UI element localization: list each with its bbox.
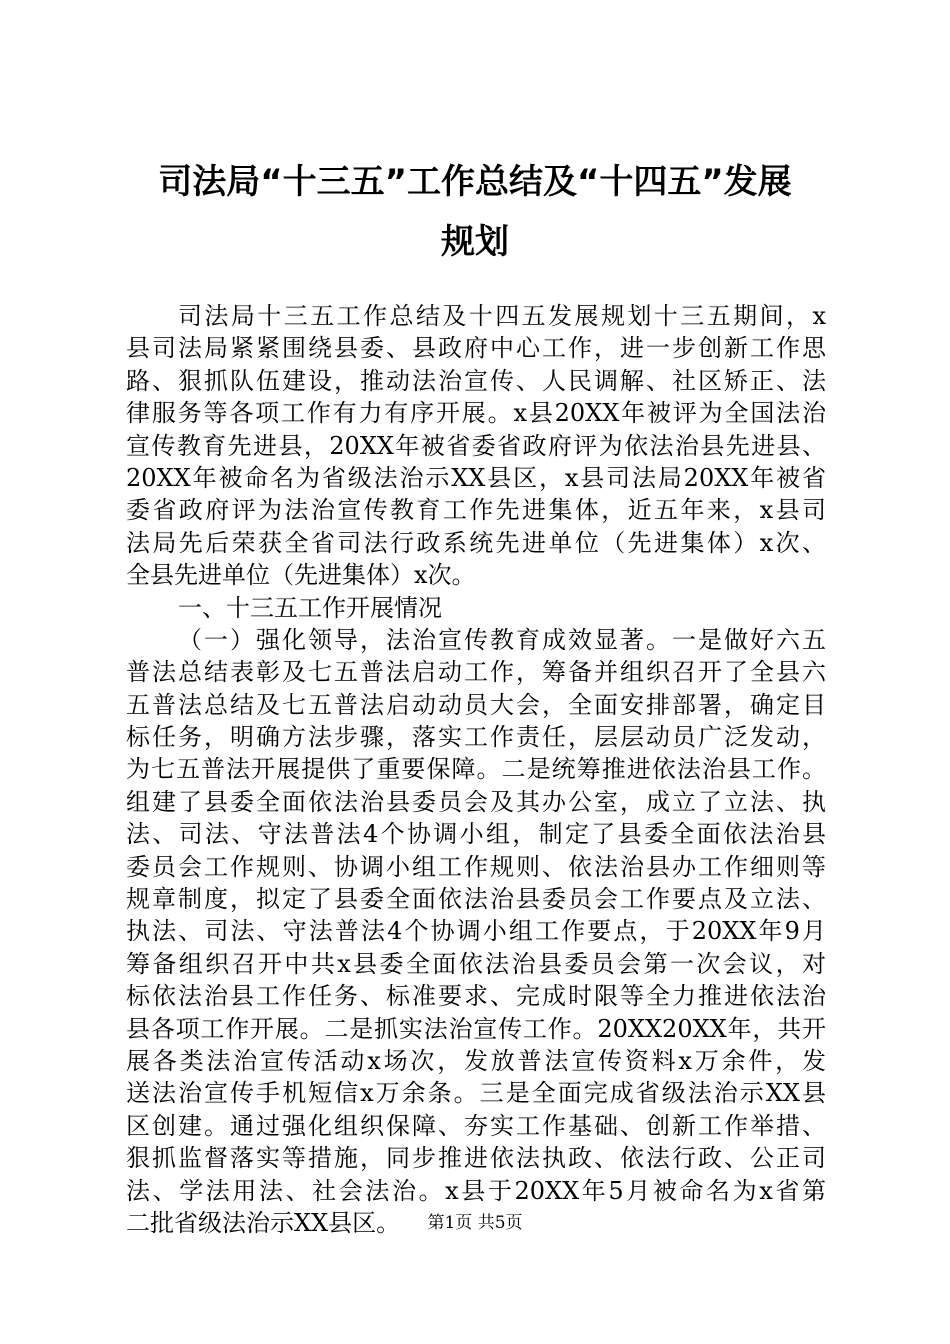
- body-line: 组建了县委全面依法治县委员会及其办公室，成立了立法、执: [126, 787, 826, 816]
- body-line: 送法治宣传手机短信x万余条。三是全面完成省级法治示XX县: [126, 1079, 826, 1108]
- body-line: 区创建。通过强化组织保障、夯实工作基础、创新工作举措、: [126, 1111, 826, 1140]
- body-line: 筹备组织召开中共x县委全面依法治县委员会第一次会议，对: [126, 949, 826, 978]
- body-line: 宣传教育先进县，20XX年被省委省政府评为依法治县先进县、: [126, 431, 826, 460]
- body-line: 五普法总结及七五普法启动动员大会，全面安排部署，确定目: [126, 690, 826, 719]
- body-line: 路、狠抓队伍建设，推动法治宣传、人民调解、社区矫正、法: [126, 366, 826, 395]
- body-line: 二批省级法治示XX县区。: [126, 1208, 401, 1237]
- body-line: 普法总结表彰及七五普法启动工作，筹备并组织召开了全县六: [126, 658, 826, 687]
- body-line: 规章制度，拟定了县委全面依法治县委员会工作要点及立法、: [126, 885, 826, 914]
- page-number-footer: 第1页 共5页: [427, 1213, 523, 1233]
- body-line: 法局先后荣获全省司法行政系统先进单位（先进集体）x次、: [126, 528, 826, 557]
- body-line: 法、学法用法、社会法治。x县于20XX年5月被命名为x省第: [126, 1176, 826, 1205]
- body-line: 律服务等各项工作有力有序开展。x县20XX年被评为全国法治: [126, 399, 826, 428]
- document-body: [126, 300, 826, 1239]
- body-line: 狠抓监督落实等措施，同步推进依法执政、依法行政、公正司: [126, 1144, 826, 1173]
- body-line: 标依法治县工作任务、标准要求、完成时限等全力推进依法治: [126, 982, 826, 1011]
- document-title-line-1: 司法局“十三五”工作总结及“十四五”发展: [158, 162, 792, 202]
- body-line: 执法、司法、守法普法4个协调小组工作要点，于20XX年9月: [126, 917, 826, 946]
- body-line: 县司法局紧紧围绕县委、县政府中心工作，进一步创新工作思: [126, 334, 826, 363]
- body-line: （一）强化领导，法治宣传教育成效显著。一是做好六五: [178, 625, 826, 654]
- document-title-line-2: 规划: [441, 222, 509, 262]
- body-line: 展各类法治宣传活动x场次，发放普法宣传资料x万余件，发: [126, 1046, 826, 1075]
- body-line: 20XX年被命名为省级法治示XX县区，x县司法局20XX年被省: [126, 463, 826, 492]
- body-line: 为七五普法开展提供了重要保障。二是统筹推进依法治县工作。: [126, 755, 826, 784]
- body-line: 县各项工作开展。二是抓实法治宣传工作。20XX20XX年，共开: [126, 1014, 826, 1043]
- section-heading: 一、十三五工作开展情况: [178, 593, 442, 622]
- body-line: 全县先进单位（先进集体）x次。: [126, 561, 476, 590]
- body-line: 标任务，明确方法步骤，落实工作责任，层层动员广泛发动，: [126, 723, 826, 752]
- body-line: 司法局十三五工作总结及十四五发展规划十三五期间，x: [178, 302, 826, 330]
- body-line: 法、司法、守法普法4个协调小组，制定了县委全面依法治县: [126, 820, 826, 849]
- body-line: 委省政府评为法治宣传教育工作先进集体，近五年来，x县司: [126, 496, 826, 525]
- body-line: 委员会工作规则、协调小组工作规则、依法治县办工作细则等: [126, 852, 826, 881]
